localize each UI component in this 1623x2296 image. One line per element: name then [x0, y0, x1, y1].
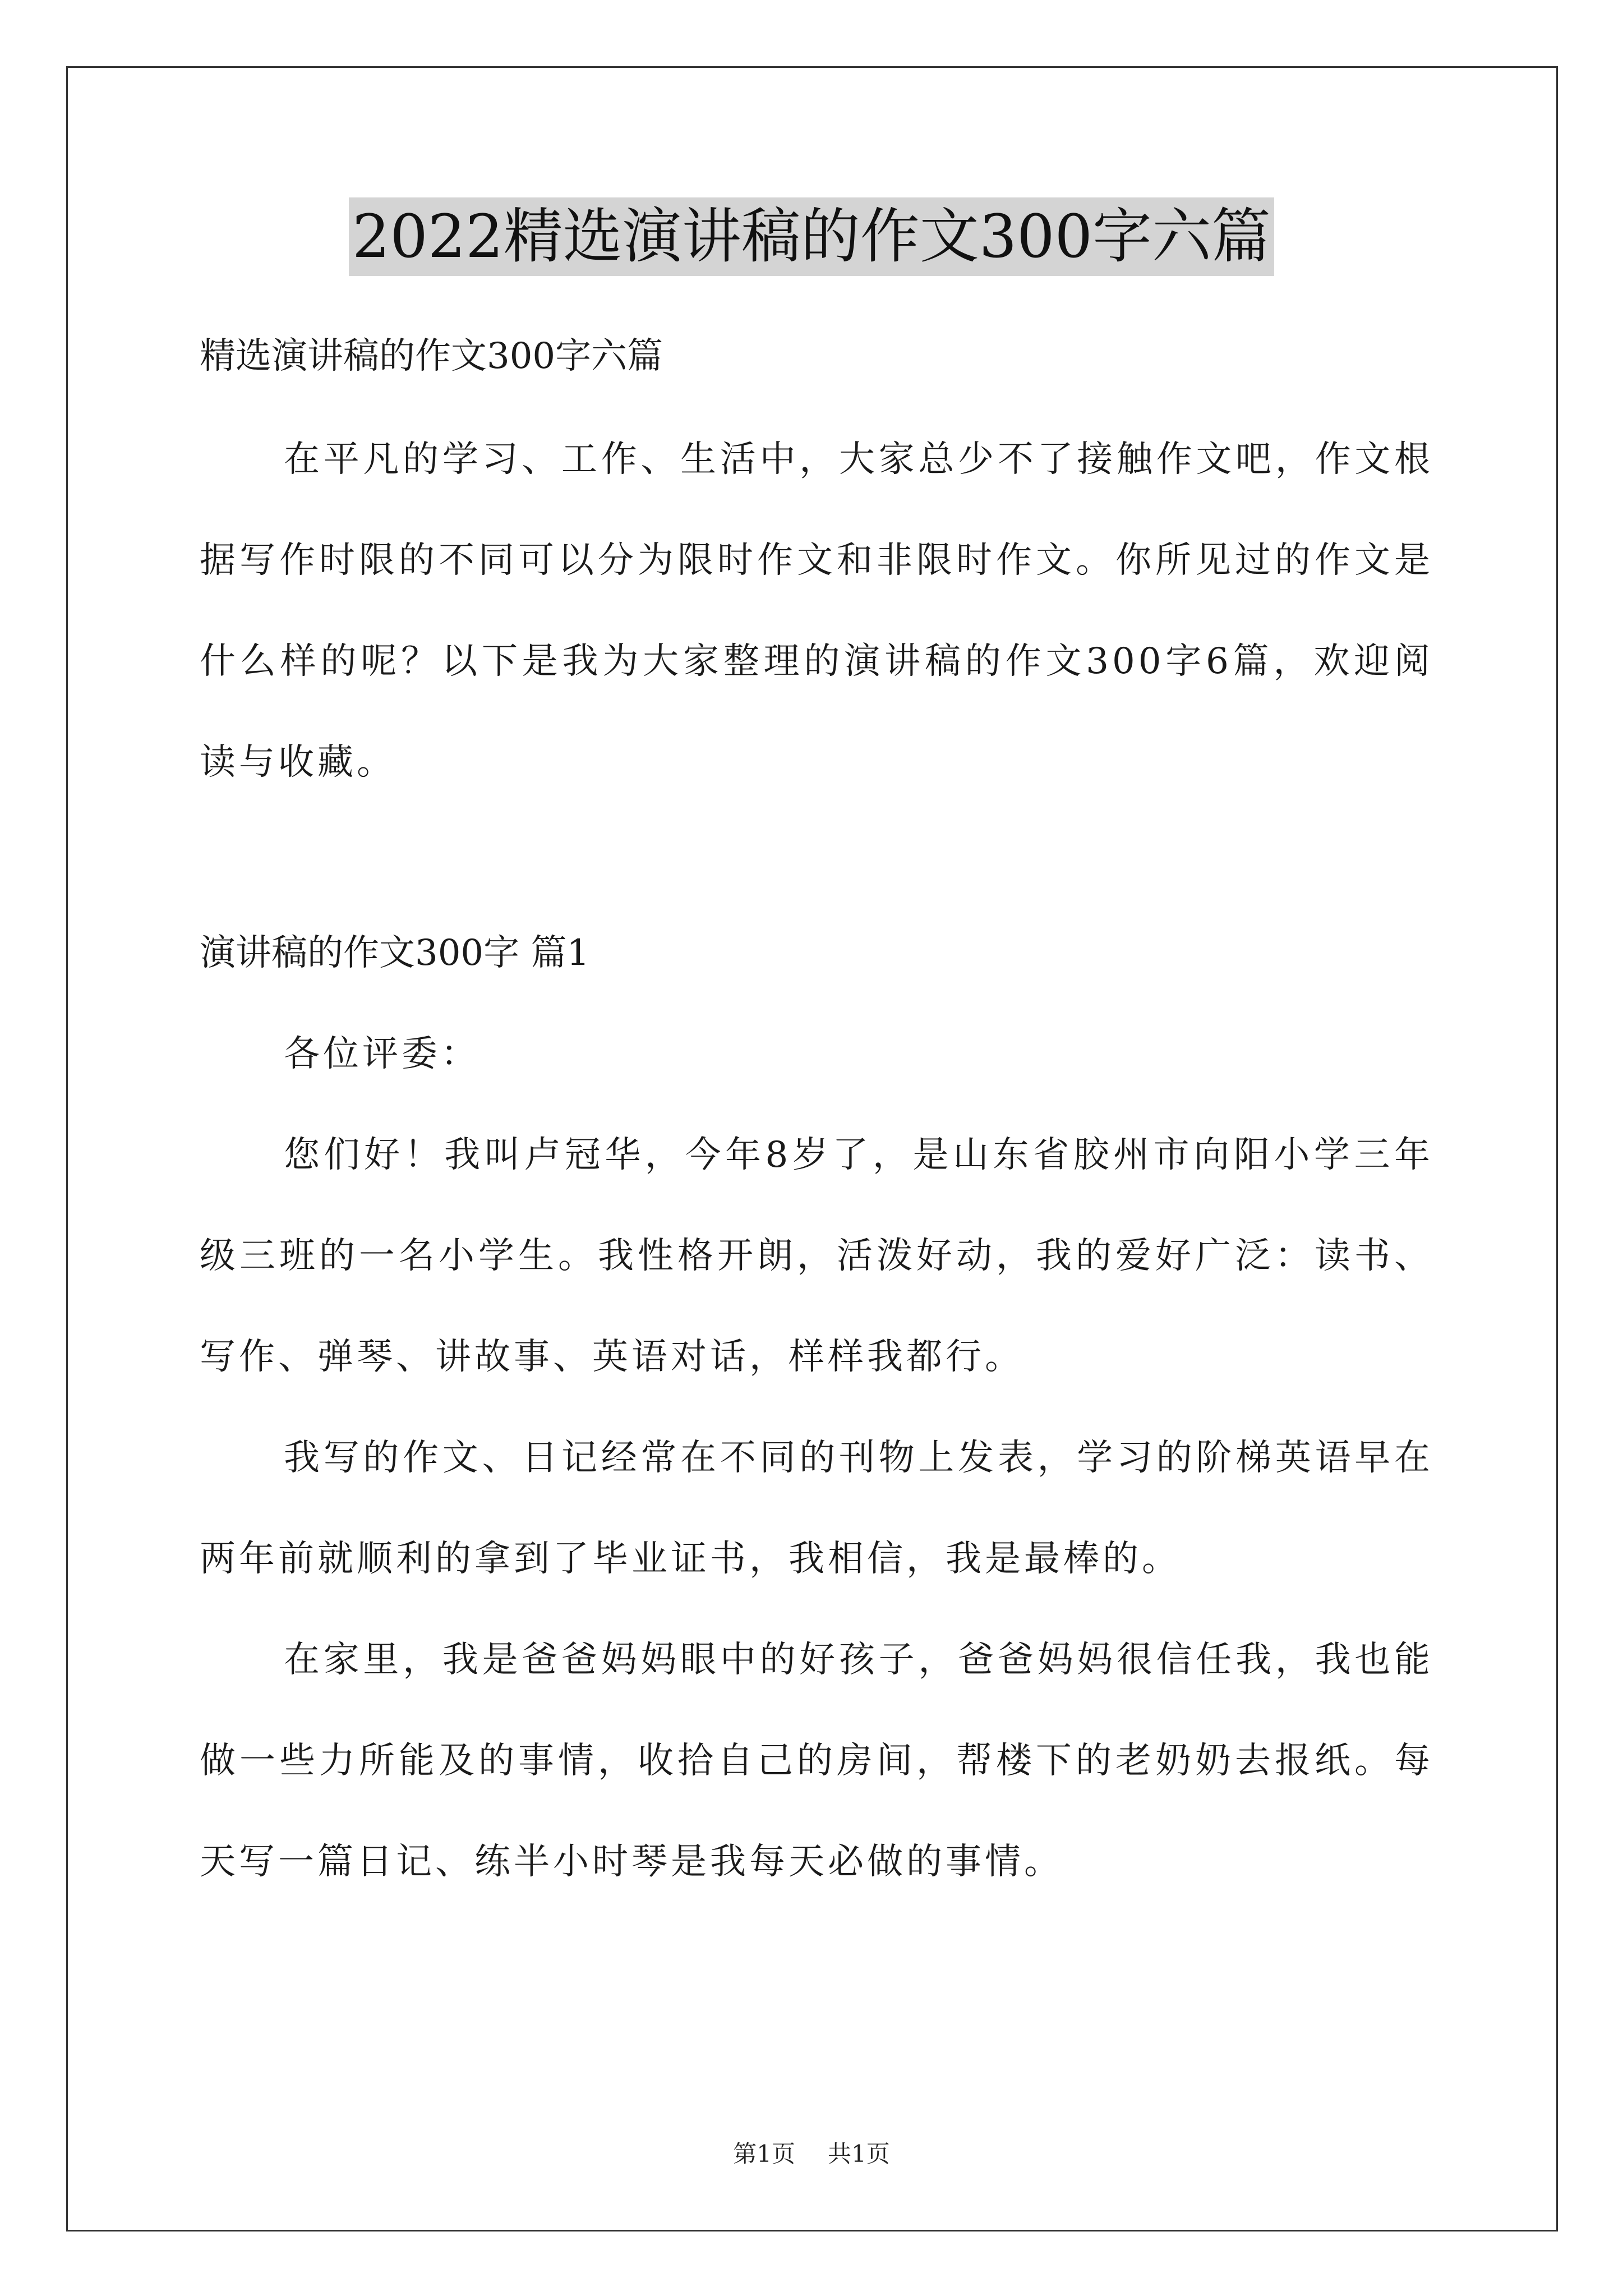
section-heading: 演讲稿的作文300字 篇1	[200, 932, 590, 974]
document-body	[200, 306, 1433, 1912]
paragraph: 各位评委：	[284, 1033, 480, 1075]
page-footer	[0, 2137, 1623, 2171]
title-container	[0, 197, 1623, 276]
paragraph: 您们好！我叫卢冠华，今年8岁了，是山东省胶州市向阳小学三年级三班的一名小学生。我性格开朗，活泼好动，我的爱好广泛：读书、写作、弹琴、讲故事、英语对话，样样我都行。	[200, 1134, 1433, 1378]
paragraph: 我写的作文、日记经常在不同的刊物上发表，学习的阶梯英语早在两年前就顺利的拿到了毕业证书，我相信，我是最棒的。	[200, 1437, 1433, 1580]
document-subtitle: 精选演讲稿的作文300字六篇	[200, 335, 663, 377]
page-total: 共1页	[828, 2140, 890, 2168]
page-number: 第1页	[733, 2140, 795, 2168]
paragraph: 在家里，我是爸爸妈妈眼中的好孩子，爸爸妈妈很信任我，我也能做一些力所能及的事情，收拾自己的房间，帮楼下的老奶奶去报纸。每天写一篇日记、练半小时琴是我每天必做的事情。	[200, 1639, 1433, 1883]
document-title: 2022精选演讲稿的作文300字六篇	[349, 197, 1274, 276]
intro-paragraph: 在平凡的学习、工作、生活中，大家总少不了接触作文吧，作文根据写作时限的不同可以分为限时作文和非限时作文。你所见过的作文是什么样的呢？以下是我为大家整理的演讲稿的作文300字6篇，欢迎阅读与收藏。	[200, 439, 1433, 783]
